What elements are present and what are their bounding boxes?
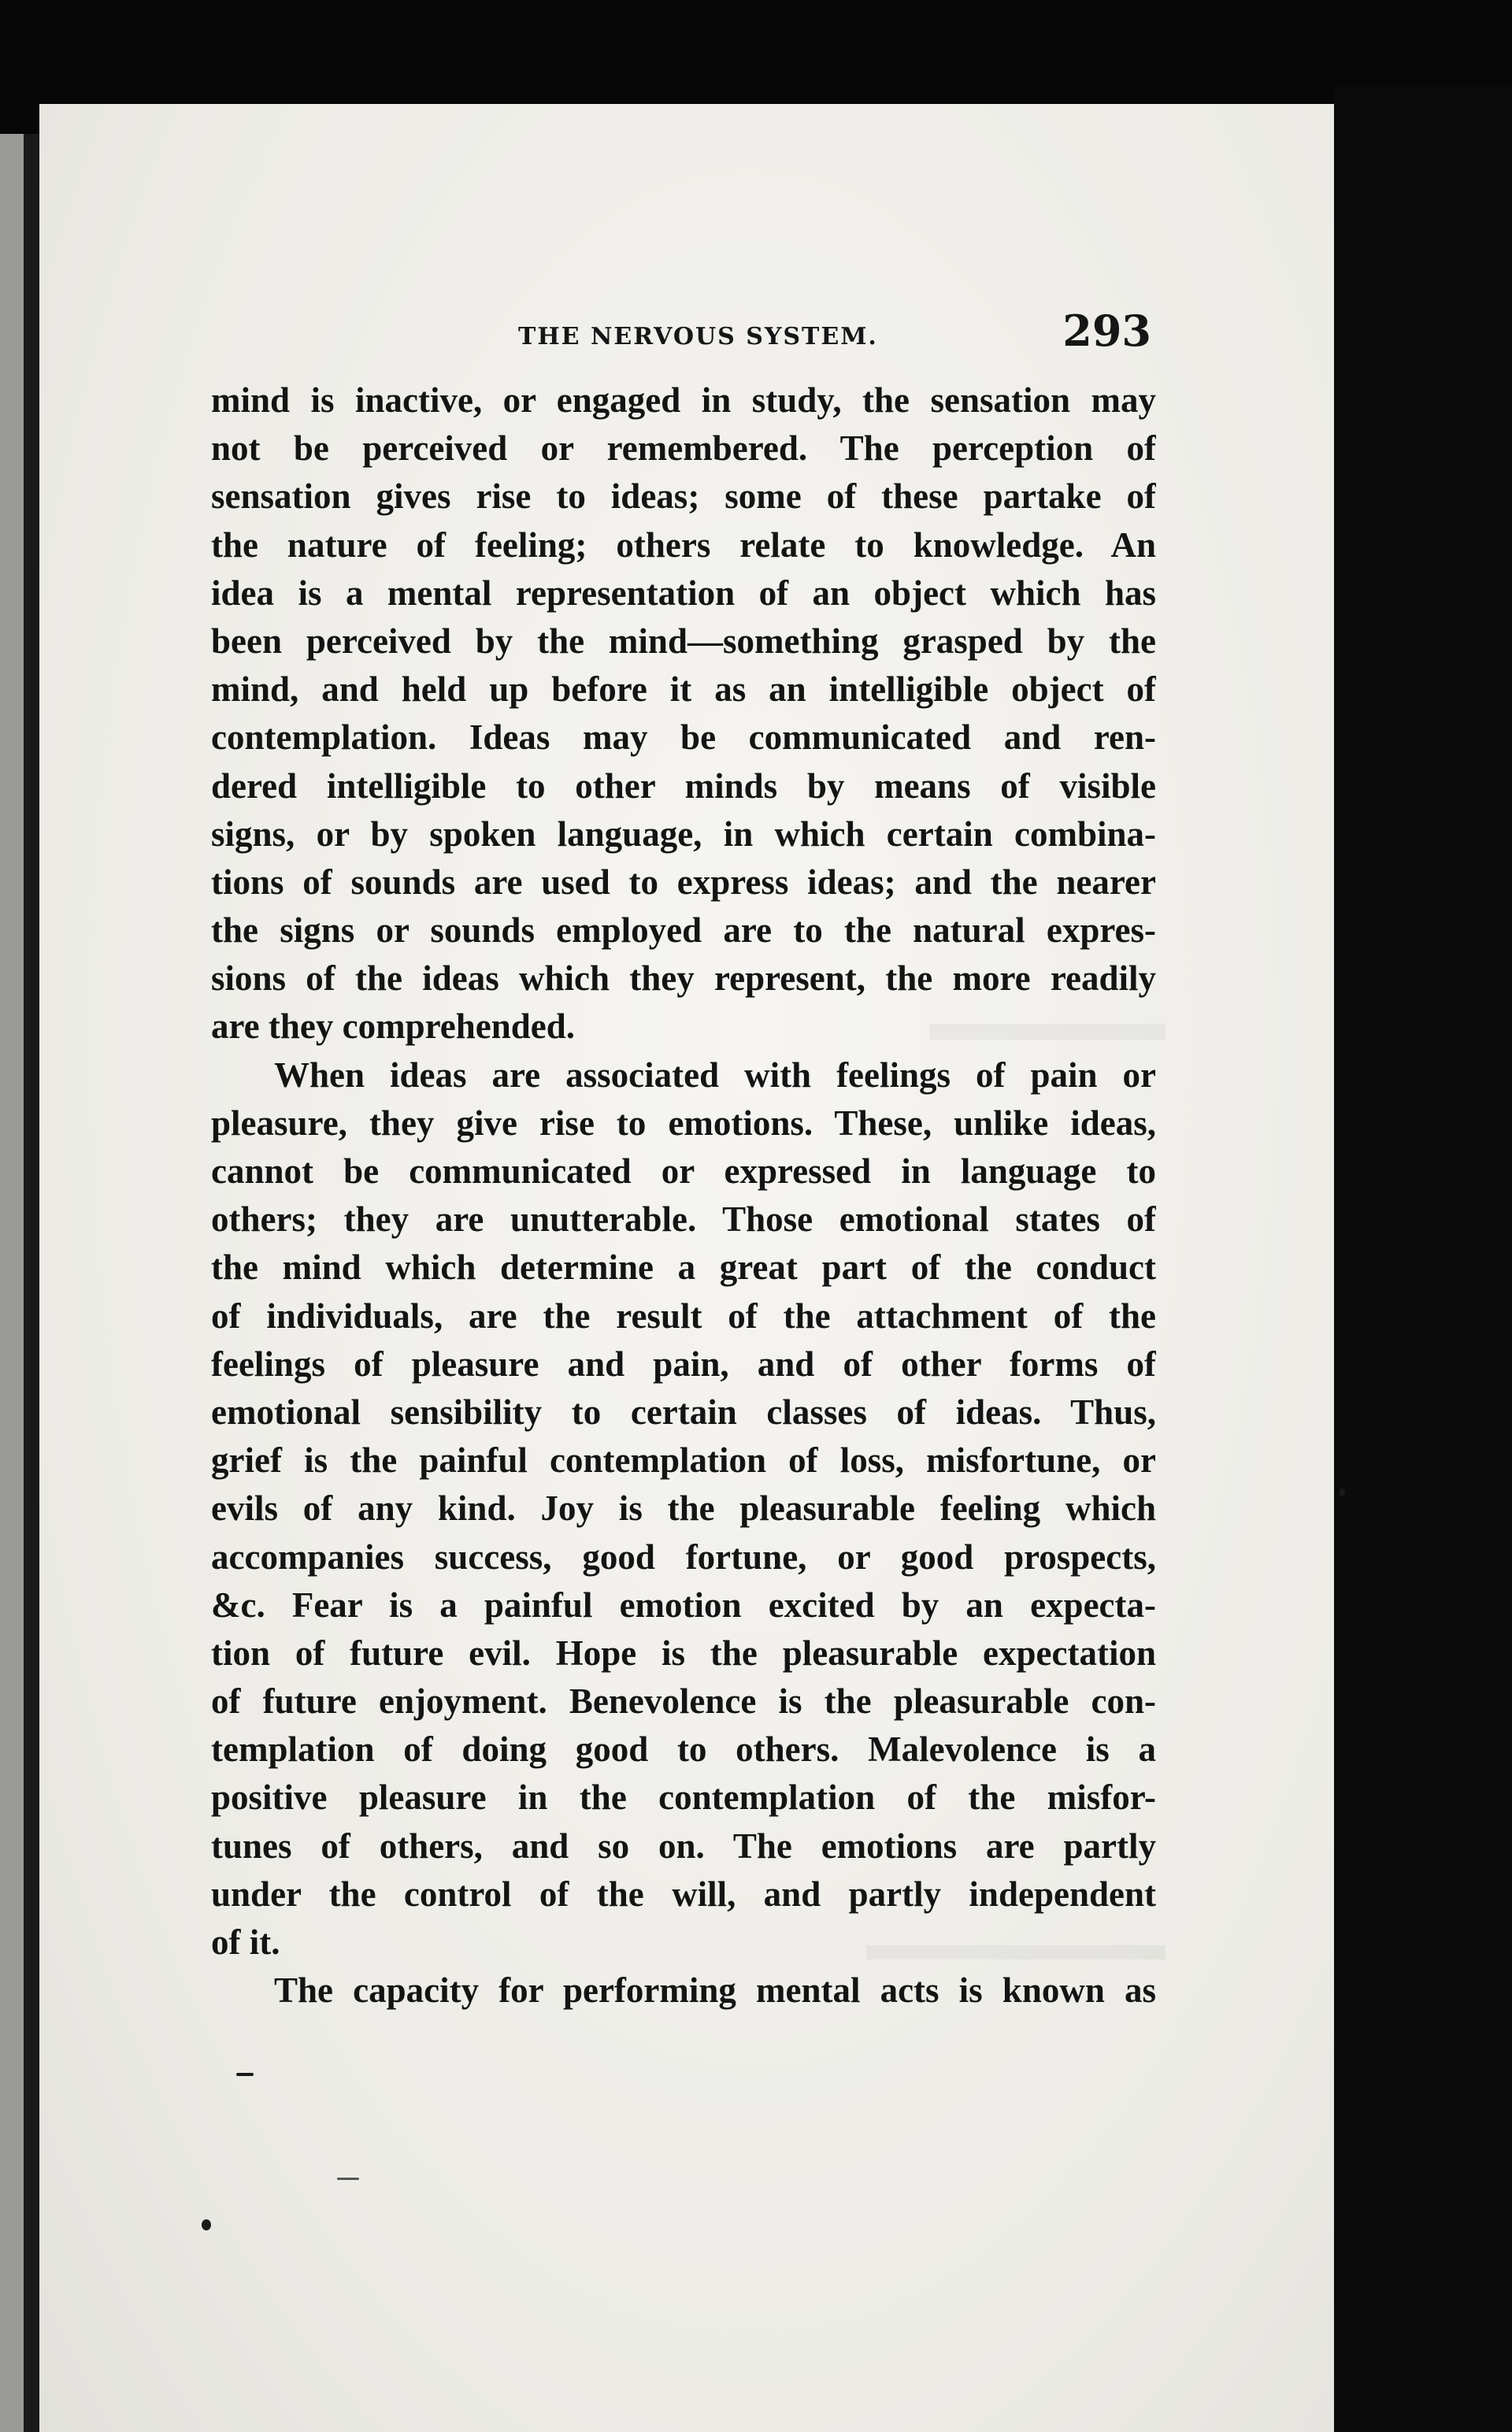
dust-speck	[30, 1311, 38, 1319]
text-line: templation of doing good to others. Malevolence is a	[211, 1729, 1156, 1770]
text-line: of future enjoyment. Benevolence is the pleasurable con-	[211, 1681, 1156, 1722]
text-line: feelings of pleasure and pain, and of other forms of	[211, 1344, 1156, 1384]
text-line: When ideas are associated with feelings of pain or	[274, 1055, 1156, 1095]
text-line: emotional sensibility to certain classes of ideas. Thus,	[211, 1392, 1156, 1432]
text-line: tion of future evil. Hope is the pleasurable expectation	[211, 1633, 1156, 1673]
text-line: grief is the painful contemplation of loss, misfortune, or	[211, 1440, 1156, 1481]
book-spine-edge	[0, 134, 24, 2432]
text-line: idea is a mental representation of an object which has	[211, 573, 1156, 613]
text-line: dered intelligible to other minds by means of visible	[211, 766, 1156, 806]
text-line: of it.	[211, 1922, 280, 1962]
text-line: the signs or sounds employed are to the natural expres-	[211, 910, 1156, 951]
text-line: others; they are unutterable. Those emotional states of	[211, 1199, 1156, 1240]
text-line: &c. Fear is a painful emotion excited by an expecta-	[211, 1585, 1156, 1625]
text-line: tions of sounds are used to express ideas; and the nearer	[211, 862, 1156, 902]
text-line: under the control of the will, and partly independent	[211, 1874, 1156, 1914]
dust-speck	[1339, 1488, 1345, 1496]
page-header	[211, 306, 1156, 376]
text-line: tunes of others, and so on. The emotions are partly	[211, 1826, 1156, 1866]
book-gutter-shadow	[24, 134, 39, 2432]
text-line: The capacity for performing mental acts is known as	[274, 1970, 1156, 2011]
text-line: are they comprehended.	[211, 1007, 576, 1047]
text-line: accompanies success, good fortune, or good prospects,	[211, 1537, 1156, 1577]
text-line: sions of the ideas which they represent, the more readily	[211, 958, 1156, 999]
text-line: sensation gives rise to ideas; some of these partake of	[211, 476, 1156, 517]
text-line: mind, and held up before it as an intelligible object of	[211, 669, 1156, 710]
text-line: the mind which determine a great part of the conduct	[211, 1248, 1156, 1288]
text-line: pleasure, they give rise to emotions. These, unlike ideas,	[211, 1103, 1156, 1143]
page-number: 293	[1062, 306, 1151, 356]
text-line: contemplation. Ideas may be communicated and ren-	[211, 717, 1156, 758]
dust-speck	[337, 2178, 359, 2180]
dust-speck	[236, 2073, 254, 2076]
text-line: of individuals, are the result of the attachment of the	[211, 1296, 1156, 1336]
text-line: not be perceived or remembered. The perception of	[211, 428, 1156, 469]
text-line: signs, or by spoken language, in which certain combina-	[211, 814, 1156, 854]
dust-speck	[202, 2219, 211, 2230]
text-line: cannot be communicated or expressed in language to	[211, 1151, 1156, 1191]
body-text	[211, 376, 1156, 2015]
text-line: the nature of feeling; others relate to knowledge. An	[211, 525, 1156, 565]
running-head: THE NERVOUS SYSTEM.	[518, 323, 878, 350]
text-line: positive pleasure in the contemplation of the misfor-	[211, 1778, 1156, 1818]
text-line: mind is inactive, or engaged in study, the sensation may	[211, 380, 1156, 420]
text-line: been perceived by the mind—something grasped by the	[211, 621, 1156, 661]
text-line: evils of any kind. Joy is the pleasurable feeling which	[211, 1488, 1156, 1529]
scan-background-right	[1334, 87, 1512, 2432]
